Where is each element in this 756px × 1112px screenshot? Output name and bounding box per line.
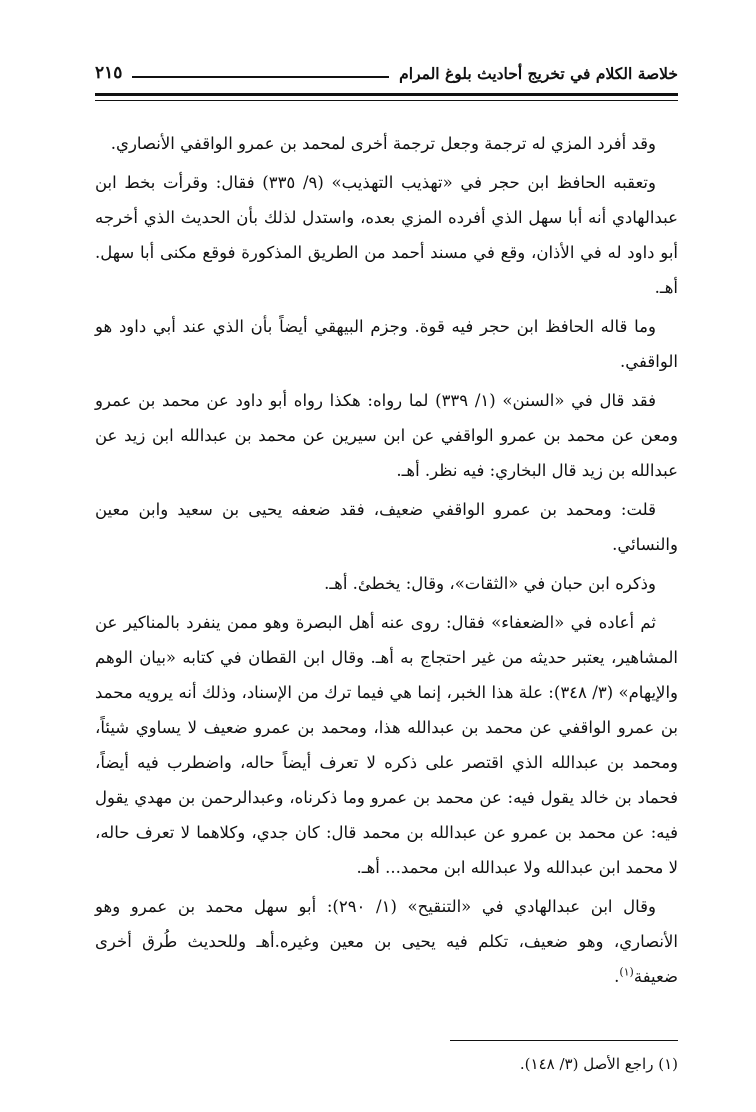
paragraph: ثم أعاده في «الضعفاء» فقال: روى عنه أهل البصرة وهو ممن ينفرد بالمناكير عن المشاهير، يعتبر حديثه من غير احتجاج به أهـ. وقال ابن القطان في كتابه «بيان الوهم والإيهام» (٣/ ٣٤٨): علة هذا الخبر، إنما هي فيما ترك من الإسناد، وذلك أنه يرويه محمد بن عمرو الواقفي عن محمد بن عبدالله هذا، ومحمد بن عمرو ضعيف لا يساوي شيئاً، ومحمد بن عبدالله الذي اقتصر على ذكره لا تعرف أيضاً حاله، واضطرب فيه أيضاً، فحماد بن خالد يقول فيه: عن محمد بن عمرو وما ذكرناه، وعبدالرحمن بن مهدي يقول فيه: عن محمد بن عمرو عن عبدالله بن محمد قال: كان جدي، وكلاهما لا تعرف حاله، لا محمد ابن عبدالله ولا عبدالله ابن محمد... أهـ. [95, 613, 678, 877]
paragraph: وتعقبه الحافظ ابن حجر في «تهذيب التهذيب» (٩/ ٣٣٥) فقال: وقرأت بخط ابن عبدالهادي أنه أبا سهل الذي أفرده المزي بعده، واستدل لذلك بأن الحديث الذي أخرجه أبو داود له في الأذان، وقع في مسند أحمد من الطريق المذكورة فوقع مكنى أبا سهل. أهـ. [95, 173, 678, 297]
paragraph: قلت: ومحمد بن عمرو الواقفي ضعيف، فقد ضعفه يحيى بن سعيد وابن معين والنسائي. [95, 500, 678, 554]
footnote-reference[interactable]: (١) [619, 965, 634, 979]
footnote-item: (١) راجع الأصل (٣/ ١٤٨). [519, 1055, 678, 1073]
footnote-divider [450, 1040, 678, 1041]
page-number: ٢١٥ [95, 63, 123, 83]
header-divider-thin [95, 100, 678, 101]
paragraph: وذكره ابن حبان في «الثقات»، وقال: يخطئ. أهـ. [324, 574, 656, 593]
paragraph-with-footnote [95, 889, 678, 994]
paragraph: وما قاله الحافظ ابن حجر فيه قوة. وجزم البيهقي أيضاً بأن الذي عند أبي داود هو الواقفي. [95, 317, 678, 371]
paragraph: فقد قال في «السنن» (١/ ٣٣٩) لما رواه: هكذا رواه أبو داود عن محمد بن عمرو ومعن عن محمد بن عمرو الواقفي عن ابن سيرين عن محمد بن عبدالله ابن زيد عن عبدالله بن زيد قال البخاري: فيه نظر. أهـ. [95, 391, 678, 480]
header-divider-thick [95, 93, 678, 96]
header-rule [132, 76, 389, 78]
running-header [95, 58, 678, 88]
paragraph-end-period: . [614, 967, 620, 986]
header-title: خلاصة الكلام في تخريج أحاديث بلوغ المرام [399, 63, 678, 83]
footnotes [95, 1050, 678, 1078]
paragraph: وقد أفرد المزي له ترجمة وجعل ترجمة أخرى لمحمد بن عمرو الواقفي الأنصاري. [110, 134, 656, 153]
paragraph-text: وقال ابن عبدالهادي في «التنقيح» (١/ ٢٩٠): أبو سهل محمد بن عمرو وهو الأنصاري، وهو ضعيف، تكلم فيه يحيى بن معين وغيره.أهـ وللحديث طُرق أخرى ضعيفة [95, 897, 678, 986]
main-text [95, 126, 678, 994]
